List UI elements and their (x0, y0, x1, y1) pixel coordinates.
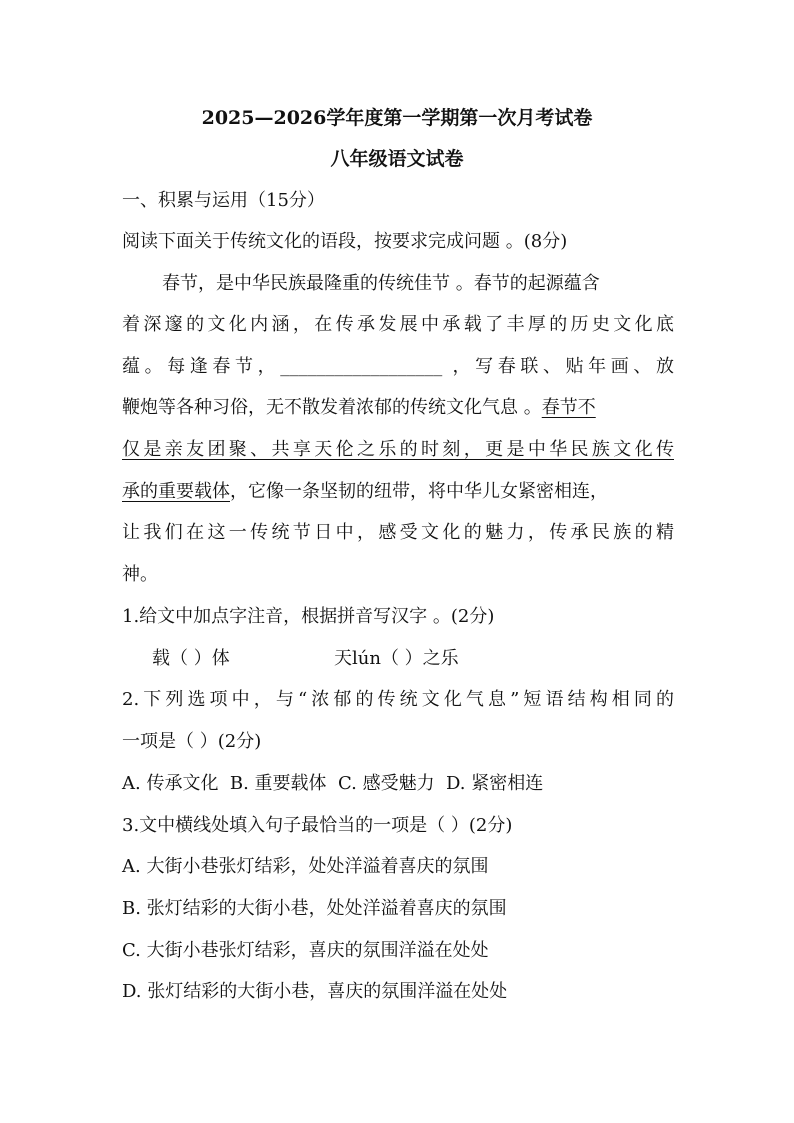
question-3-option-d: D. 张灯结彩的大街小巷，喜庆的氛围洋溢在处处 (122, 981, 508, 1002)
passage-line-3: 蕴。每逢春节，__________________ ，写春联、贴年画、放 (122, 356, 674, 377)
underlined-sentence-middle: 仅是亲友团聚、共享天伦之乐的时刻，更是中华民族文化传 (122, 439, 674, 460)
passage-line-8: 神。 (122, 564, 158, 585)
question-1-item-a: 载（ ）体 (152, 648, 230, 669)
question-2-options: A. 传承文化 B. 重要载体 C. 感受魅力 D. 紧密相连 (122, 773, 544, 794)
passage-line-2: 着深邃的文化内涵，在传承发展中承载了丰厚的历史文化底 (122, 314, 674, 335)
passage-line-6-plain: ，它像一条坚韧的纽带，将中华儿女紧密相连， (230, 481, 608, 502)
passage-intro: 阅读下面关于传统文化的语段，按要求完成问题 。(8分) (122, 231, 568, 252)
question-2-stem-line-1: 2.下列选项中，与“浓郁的传统文化气息”短语结构相同的 (122, 689, 674, 710)
passage-line-6 (122, 481, 608, 503)
question-1-item-b: 天lún（ ）之乐 (334, 648, 459, 669)
section-heading: 一、积累与运用（15分） (122, 190, 325, 211)
passage-line-1: 春节，是中华民族最隆重的传统佳节 。春节的起源蕴含 (162, 273, 600, 294)
underlined-sentence-end: 承的重要载体 (122, 481, 230, 502)
question-2-stem-line-2: 一项是（ ）(2分) (122, 731, 262, 752)
question-1-stem: 1.给文中加点字注音，根据拼音写汉字 。(2分) (122, 606, 495, 627)
exam-title: 2025—2026学年度第一学期第一次月考试卷 (201, 107, 593, 129)
passage-line-4-plain: 鞭炮等各种习俗，无不散发着浓郁的传统文化气息 。 (122, 397, 542, 418)
question-3-stem: 3.文中横线处填入句子最恰当的一项是（ ）(2分) (122, 815, 513, 836)
passage-line-4 (122, 397, 596, 419)
exam-subtitle: 八年级语文试卷 (330, 148, 464, 170)
passage-line-7: 让我们在这一传统节日中，感受文化的魅力，传承民族的精 (122, 522, 674, 543)
question-3-option-c: C. 大街小巷张灯结彩，喜庆的氛围洋溢在处处 (122, 940, 489, 961)
underlined-sentence-start: 春节不 (541, 397, 596, 418)
question-3-option-a: A. 大街小巷张灯结彩，处处洋溢着喜庆的氛围 (122, 856, 489, 877)
question-3-option-b: B. 张灯结彩的大街小巷，处处洋溢着喜庆的氛围 (122, 898, 507, 919)
